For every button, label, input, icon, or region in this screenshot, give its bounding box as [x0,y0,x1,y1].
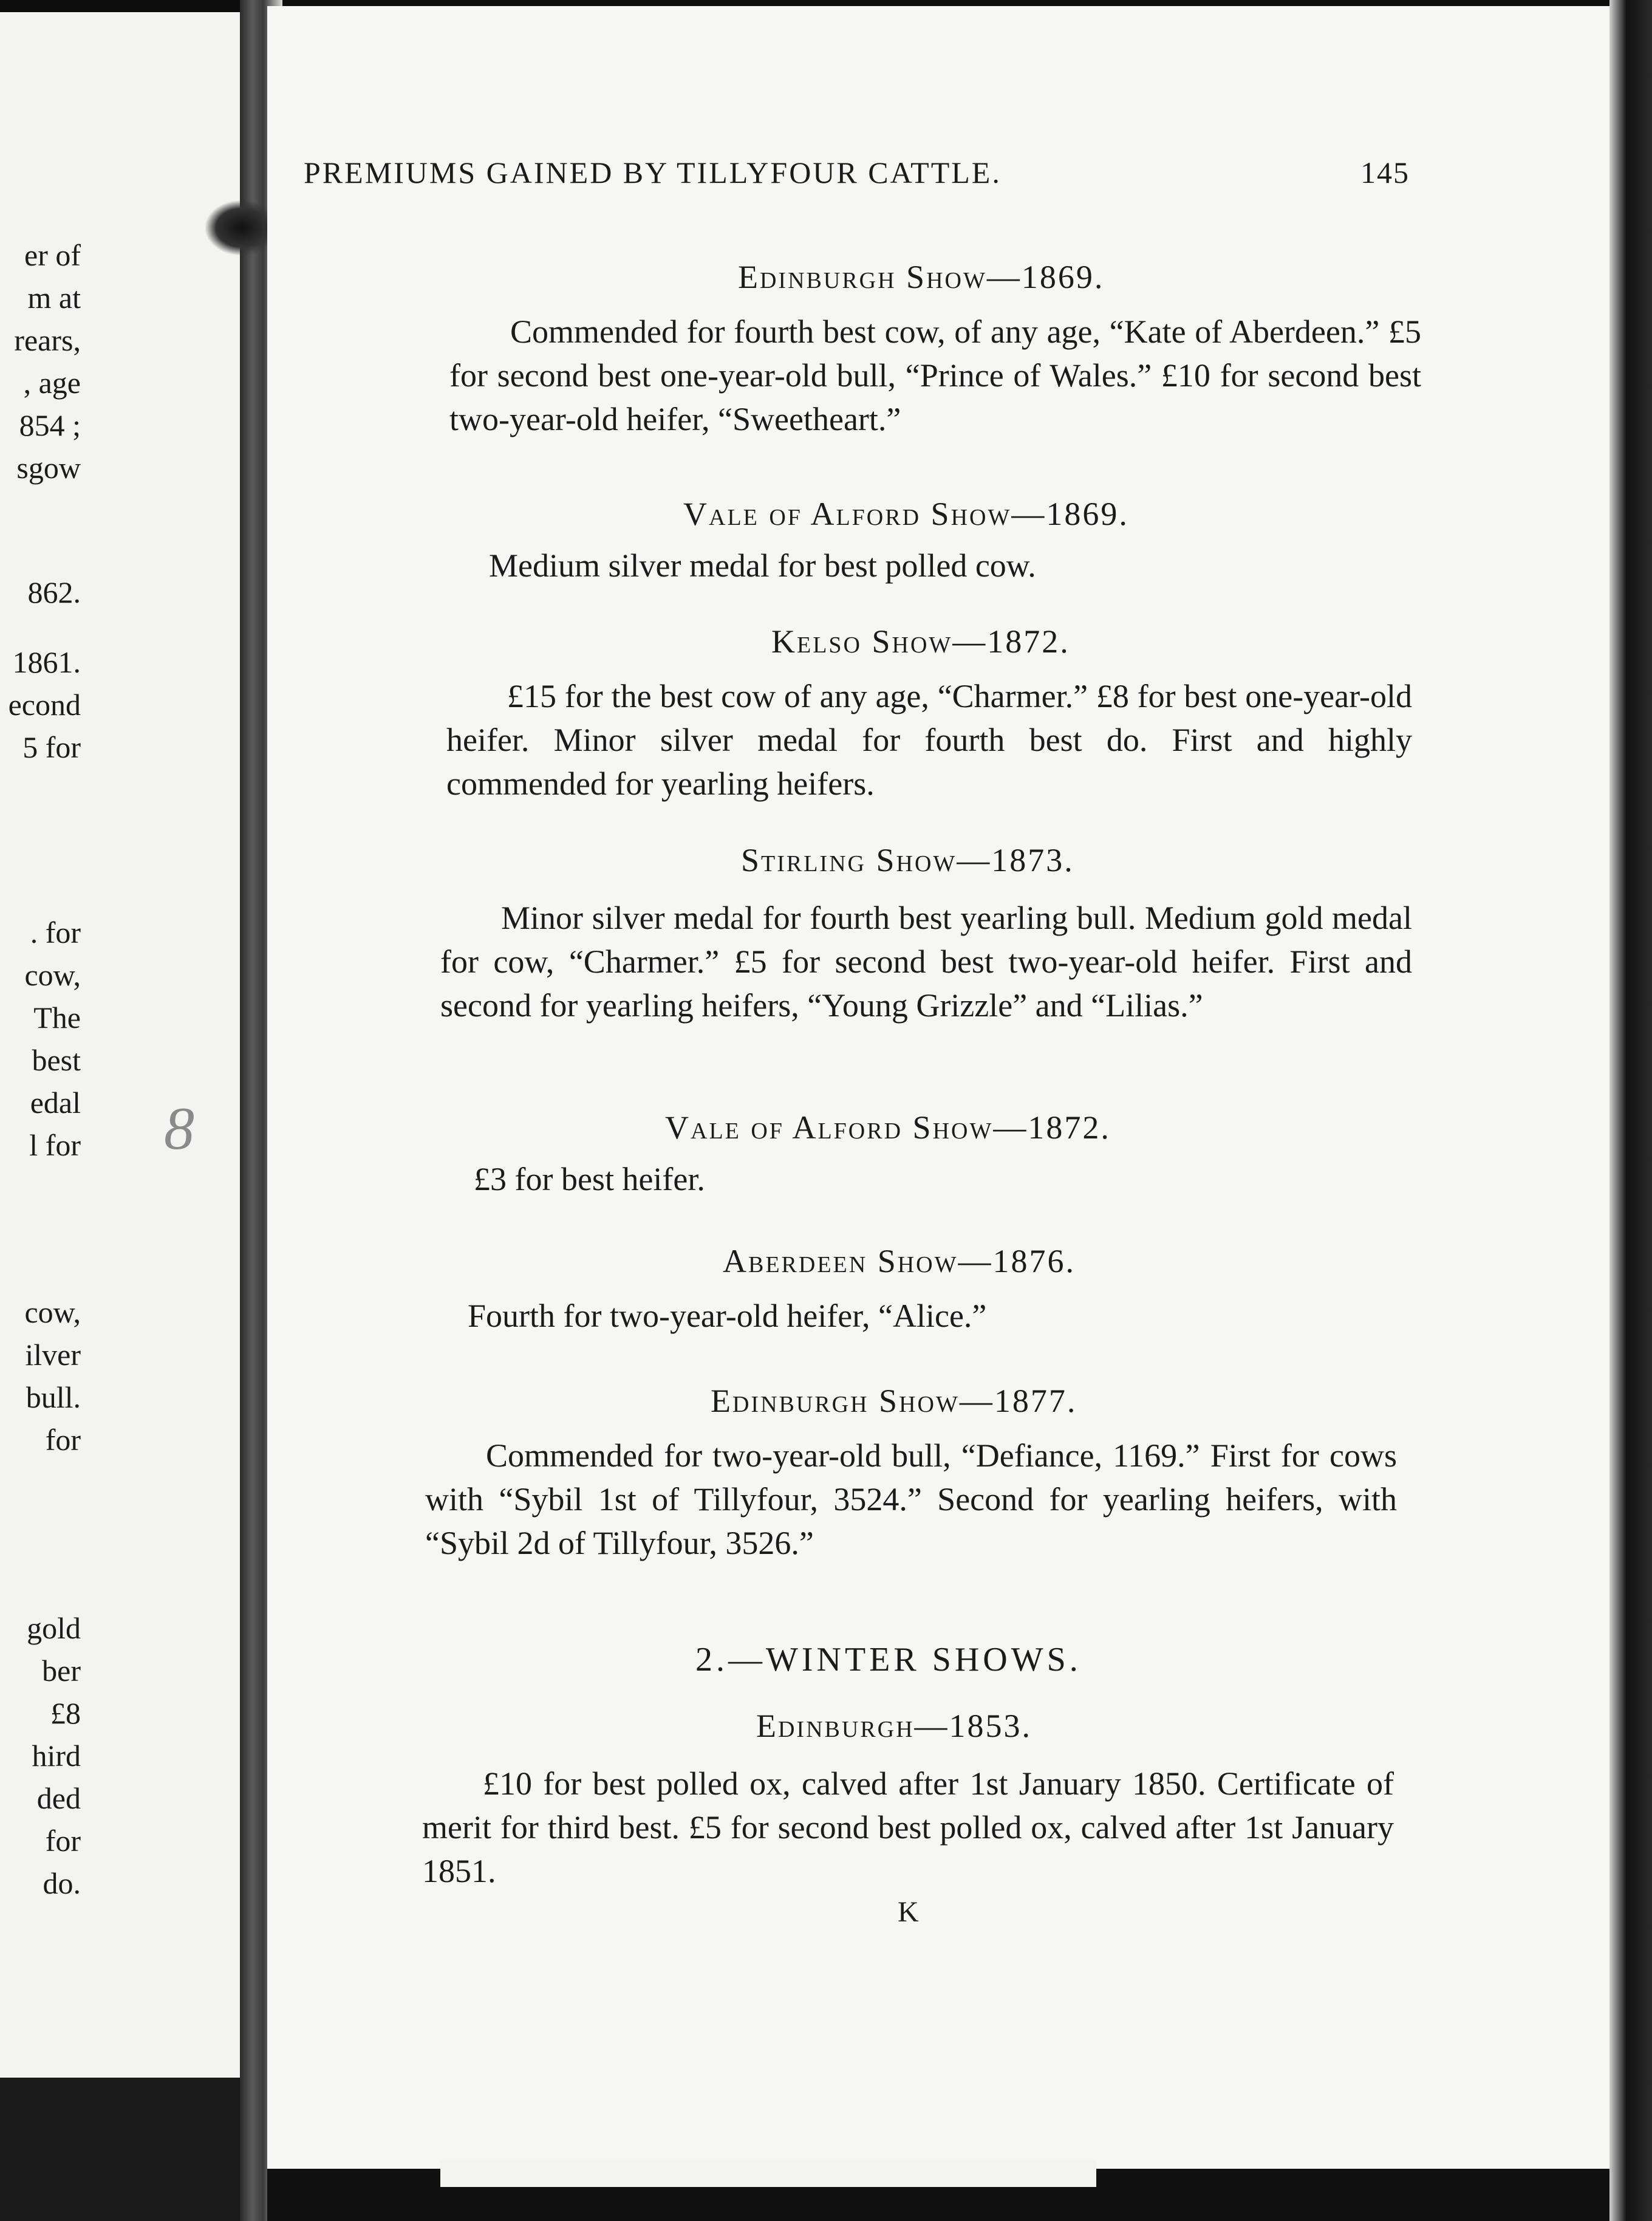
left-page-edge: er of m at rears, , age 854 ; sgow 862. 1861. econd 5 for . for cow, The best edal l for cow, ilver bull. for gold ber £8 hird ded for do. [0,12,240,2078]
page-number: 145 [1360,156,1410,190]
section-text: Minor silver medal for fourth best yearling bull. Medium gold medal for cow, “Charmer.” £5 for second best two-year-old heifer. First and second for yearling heifers, “Young Grizzle” and “Lilias.” [440,900,1412,1024]
running-head-title: PREMIUMS GAINED BY TILLYFOUR CATTLE. [304,156,1002,190]
section-text: Medium silver medal for best polled cow. [489,547,1036,584]
winter-shows-heading: 2.—WINTER SHOWS. [695,1641,1082,1679]
section-text: £3 for best heifer. [474,1161,705,1197]
section-title: Vale of Alford Show—1872. [665,1109,1111,1146]
section-text: £10 for best polled ox, calved after 1st January 1850. Certificate of merit for third best. £5 for second best polled ox, calved after 1st January 1851. [422,1765,1394,1889]
paper-slip [440,2160,1096,2187]
section-text: £15 for the best cow of any age, “Charmer.” £8 for best one-year-old heifer. Minor silver medal for fourth best do. First and highly commended for yearling heifers. [446,678,1412,802]
section-title: Edinburgh Show—1877. [711,1383,1077,1419]
section-title: Aberdeen Show—1876. [723,1243,1076,1279]
signature-mark: K [898,1896,919,1928]
section-title: Edinburgh Show—1869. [738,259,1105,295]
section-title: Vale of Alford Show—1869. [683,496,1129,532]
margin-mark: 8 [164,1095,194,1162]
section-text: Commended for two-year-old bull, “Defiance, 1169.” First for cows with “Sybil 1st of Tillyfour, 3524.” Second for yearling heifers, with “Sybil 2d of Tillyfour, 3526.” [425,1437,1397,1561]
section-text: Fourth for two-year-old heifer, “Alice.” [468,1298,987,1334]
section-title: Edinburgh—1853. [756,1708,1032,1744]
section-title: Kelso Show—1872. [771,623,1070,660]
running-head [304,155,1458,190]
right-scan-edge [1609,0,1652,2221]
section-title: Stirling Show—1873. [741,842,1074,878]
section-text: Commended for fourth best cow, of any age, “Kate of Aberdeen.” £5 for second best one-year-old bull, “Prince of Wales.” £10 for second best two-year-old heifer, “Sweetheart.” [449,313,1421,437]
